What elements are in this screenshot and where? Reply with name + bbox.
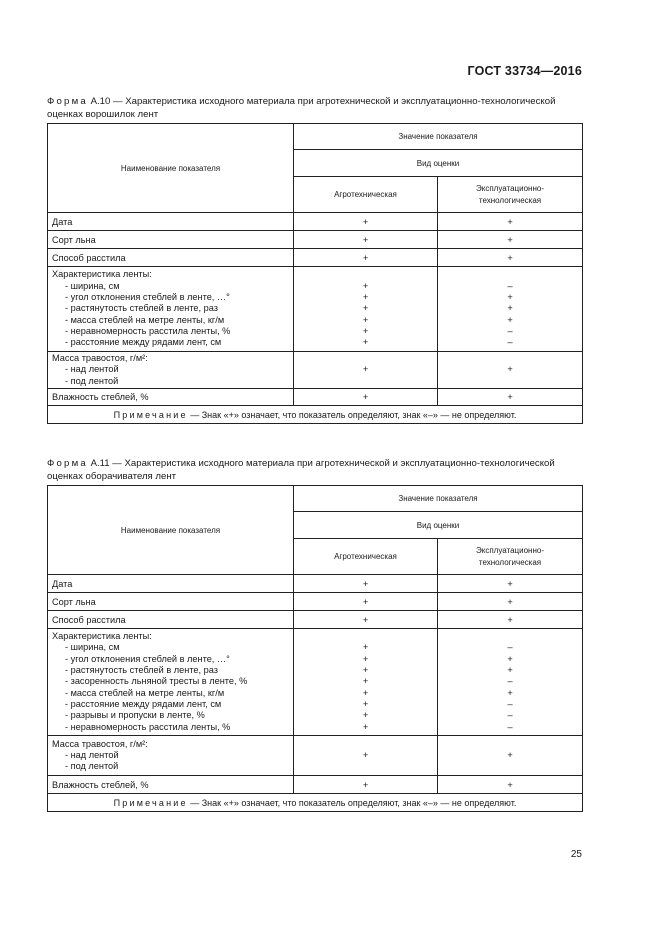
- tape-expl: +: [507, 314, 513, 325]
- table-row: [48, 611, 583, 629]
- grass-item: - над лентой: [65, 749, 119, 760]
- row-agro: +: [294, 213, 438, 231]
- tape-expl: +: [507, 292, 513, 303]
- row-label: Сорт льна: [48, 593, 294, 611]
- header-expl-line1: Эксплуатационно-: [476, 183, 544, 193]
- row-agro: +: [294, 575, 438, 593]
- tape-agro: +: [362, 314, 369, 325]
- tape-agro: +: [362, 303, 369, 314]
- tape-item: - засоренность льняной тресты в ленте, %: [65, 676, 248, 687]
- header-expl: [438, 539, 583, 575]
- tape-characteristics-row: [48, 267, 583, 352]
- form-a10-table: [47, 123, 583, 424]
- header-expl-line2: технологическая: [478, 557, 542, 567]
- header-name-column: Наименование показателя: [48, 124, 294, 213]
- form-a11-caption: [47, 457, 587, 483]
- tape-expl: –: [507, 698, 513, 709]
- header-agro: Агротехническая: [294, 177, 438, 213]
- row-label: Дата: [48, 575, 294, 593]
- header-eval-type: Вид оценки: [294, 150, 583, 177]
- tape-expl: +: [507, 665, 513, 676]
- grass-item: - над лентой: [65, 364, 119, 375]
- tape-expl-values: [438, 267, 583, 352]
- tape-item: - растянутость стеблей в ленте, раз: [65, 303, 218, 314]
- grass-agro: +: [294, 352, 438, 389]
- tape-expl-values: [438, 629, 583, 736]
- grass-agro: +: [294, 736, 438, 776]
- row-label: Влажность стеблей, %: [48, 776, 294, 794]
- tape-expl: –: [507, 337, 513, 348]
- header-name-column: Наименование показателя: [48, 486, 294, 575]
- tape-agro-values: [294, 629, 438, 736]
- header-expl: [438, 177, 583, 213]
- table-row: [48, 575, 583, 593]
- tape-agro: +: [362, 292, 369, 303]
- header-expl-line2: технологическая: [478, 195, 542, 205]
- row-label: Сорт льна: [48, 231, 294, 249]
- form-label: Форма: [47, 96, 88, 107]
- note-text: — Знак «+» означает, что показатель определяют, знак «–» — не определяют.: [187, 797, 517, 808]
- note-label: Примечание: [113, 797, 188, 808]
- tape-item: - ширина, см: [65, 642, 120, 653]
- grass-labels: [48, 352, 294, 389]
- row-expl: +: [438, 593, 583, 611]
- row-expl: +: [438, 389, 583, 406]
- tape-item: - неравномерность расстила ленты, %: [65, 721, 231, 732]
- tape-agro: +: [362, 665, 369, 676]
- row-label: Влажность стеблей, %: [48, 389, 294, 406]
- form-a10-caption: [47, 95, 587, 121]
- form-a11-table: [47, 485, 583, 812]
- tape-agro: +: [362, 337, 369, 348]
- tape-expl: +: [507, 687, 513, 698]
- form-caption-text: А.10 — Характеристика исходного материала при агротехнической и эксплуатационно-технологической оценках ворошилок лент: [47, 96, 556, 120]
- tape-agro: +: [362, 280, 369, 291]
- row-label: Способ расстила: [48, 611, 294, 629]
- header-eval-type: Вид оценки: [294, 512, 583, 539]
- tape-agro: +: [362, 721, 369, 732]
- grass-mass-row: [48, 352, 583, 389]
- row-agro: +: [294, 231, 438, 249]
- tape-agro: +: [362, 710, 369, 721]
- grass-expl: +: [438, 352, 583, 389]
- tape-expl: –: [507, 676, 513, 687]
- tape-title: Характеристика ленты:: [52, 631, 152, 642]
- table-row: [48, 389, 583, 406]
- tape-expl: –: [507, 280, 513, 291]
- tape-expl: –: [507, 642, 513, 653]
- tape-characteristics-row: [48, 629, 583, 736]
- tape-expl: –: [507, 721, 513, 732]
- tape-agro: +: [362, 698, 369, 709]
- table-row: [48, 249, 583, 267]
- grass-title: Масса травостоя, г/м²:: [52, 738, 148, 749]
- tape-item: - масса стеблей на метре ленты, кг/м: [65, 687, 225, 698]
- tape-agro: +: [362, 642, 369, 653]
- tape-item: - растянутость стеблей в ленте, раз: [65, 665, 218, 676]
- tape-item: - ширина, см: [65, 280, 120, 291]
- tape-expl: –: [507, 710, 513, 721]
- table-row: [48, 593, 583, 611]
- grass-labels: [48, 736, 294, 776]
- row-agro: +: [294, 593, 438, 611]
- row-expl: +: [438, 231, 583, 249]
- grass-title: Масса травостоя, г/м²:: [52, 353, 148, 364]
- header-expl-line1: Эксплуатационно-: [476, 545, 544, 555]
- grass-mass-row: [48, 736, 583, 776]
- form-caption-text: А.11 — Характеристика исходного материала при агротехнической и эксплуатационно-технологической оценках оборачивателя лент: [47, 458, 555, 482]
- tape-item: - угол отклонения стеблей в ленте, …°: [65, 653, 230, 664]
- tape-item: - неравномерность расстила ленты, %: [65, 325, 231, 336]
- row-label: Дата: [48, 213, 294, 231]
- tape-labels: [48, 629, 294, 736]
- table-note: [48, 406, 583, 424]
- header-agro: Агротехническая: [294, 539, 438, 575]
- note-text: — Знак «+» означает, что показатель определяют, знак «–» — не определяют.: [187, 409, 517, 420]
- grass-item: - под лентой: [65, 761, 119, 772]
- row-expl: +: [438, 575, 583, 593]
- grass-item: - под лентой: [65, 375, 119, 386]
- form-label: Форма: [47, 458, 88, 469]
- table-row: [48, 213, 583, 231]
- tape-expl: +: [507, 653, 513, 664]
- tape-item: - угол отклонения стеблей в ленте, …°: [65, 292, 230, 303]
- row-expl: +: [438, 611, 583, 629]
- note-row: [48, 406, 583, 424]
- row-agro: +: [294, 611, 438, 629]
- note-row: [48, 794, 583, 812]
- tape-item: - расстояние между рядами лент, см: [65, 698, 222, 709]
- row-agro: +: [294, 389, 438, 406]
- tape-agro: +: [362, 653, 369, 664]
- tape-title: Характеристика ленты:: [52, 269, 152, 280]
- table-row: [48, 231, 583, 249]
- table-note: [48, 794, 583, 812]
- row-agro: +: [294, 776, 438, 794]
- tape-labels: [48, 267, 294, 352]
- tape-expl: –: [507, 325, 513, 336]
- tape-item: - расстояние между рядами лент, см: [65, 337, 222, 348]
- document-code: ГОСТ 33734—2016: [467, 64, 582, 78]
- header-value-group: Значение показателя: [294, 486, 583, 512]
- row-expl: +: [438, 249, 583, 267]
- table-row: [48, 776, 583, 794]
- header-value-group: Значение показателя: [294, 124, 583, 150]
- tape-agro: +: [362, 325, 369, 336]
- tape-agro: +: [362, 676, 369, 687]
- page-number: 25: [570, 849, 582, 860]
- tape-agro: +: [362, 687, 369, 698]
- tape-item: - разрывы и пропуски в ленте, %: [65, 710, 205, 721]
- tape-agro-values: [294, 267, 438, 352]
- row-expl: +: [438, 213, 583, 231]
- row-expl: +: [438, 776, 583, 794]
- row-agro: +: [294, 249, 438, 267]
- row-label: Способ расстила: [48, 249, 294, 267]
- tape-item: - масса стеблей на метре ленты, кг/м: [65, 314, 225, 325]
- tape-expl: +: [507, 303, 513, 314]
- grass-expl: +: [438, 736, 583, 776]
- note-label: Примечание: [113, 409, 188, 420]
